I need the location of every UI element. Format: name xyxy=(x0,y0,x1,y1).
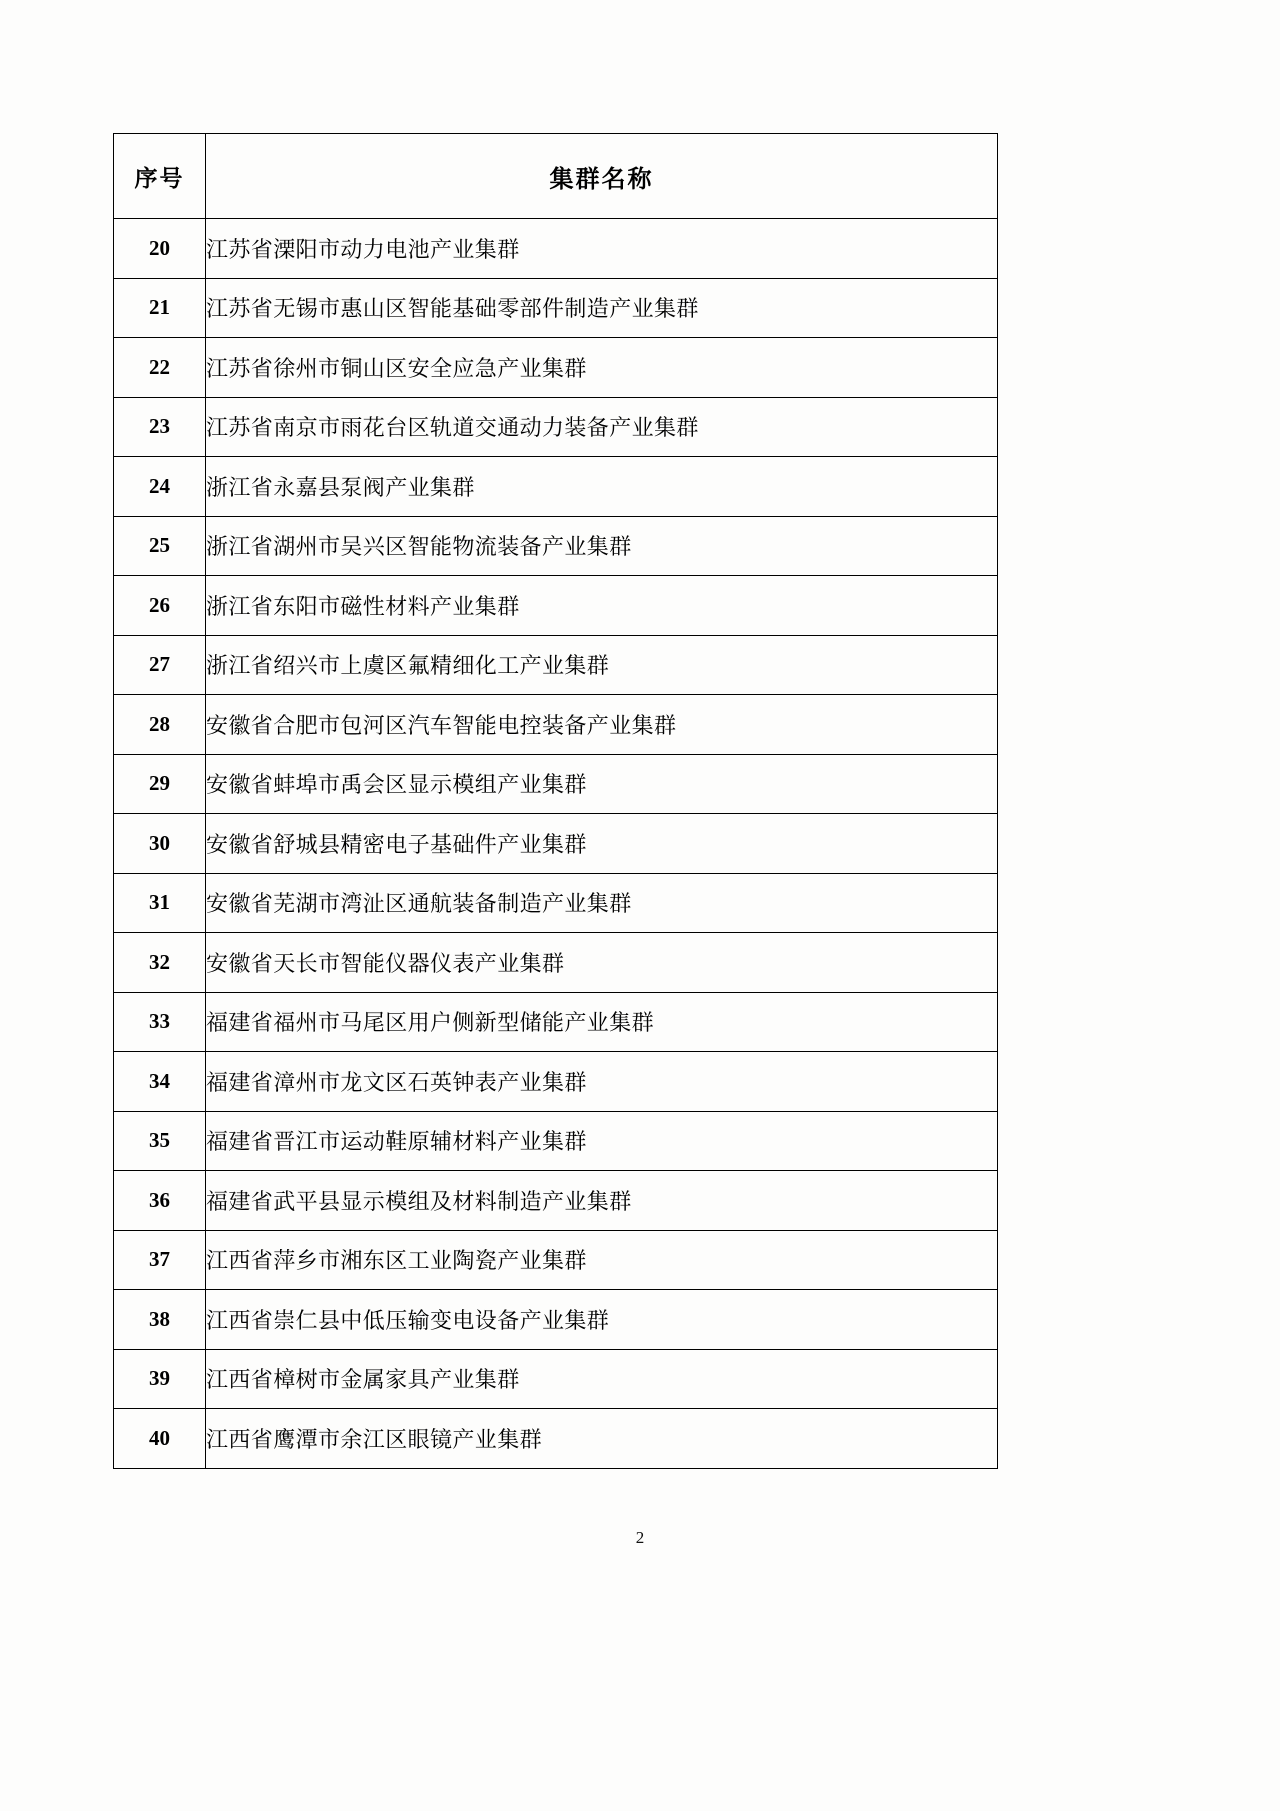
row-cluster-name: 福建省武平县显示模组及材料制造产业集群 xyxy=(206,1171,998,1231)
table-row xyxy=(114,1349,998,1409)
table-row xyxy=(114,219,998,279)
table-row xyxy=(114,1230,998,1290)
row-cluster-name: 江苏省南京市雨花台区轨道交通动力装备产业集群 xyxy=(206,397,998,457)
row-cluster-name: 福建省晋江市运动鞋原辅材料产业集群 xyxy=(206,1111,998,1171)
row-index: 40 xyxy=(114,1409,206,1469)
row-index: 26 xyxy=(114,576,206,636)
row-index: 34 xyxy=(114,1052,206,1112)
row-index: 29 xyxy=(114,754,206,814)
row-index: 33 xyxy=(114,992,206,1052)
row-index: 24 xyxy=(114,457,206,517)
row-index: 32 xyxy=(114,933,206,993)
row-cluster-name: 安徽省芜湖市湾沚区通航装备制造产业集群 xyxy=(206,873,998,933)
row-cluster-name: 江西省崇仁县中低压输变电设备产业集群 xyxy=(206,1290,998,1350)
table-row xyxy=(114,695,998,755)
table-row xyxy=(114,754,998,814)
row-cluster-name: 安徽省天长市智能仪器仪表产业集群 xyxy=(206,933,998,993)
row-index: 37 xyxy=(114,1230,206,1290)
table-row xyxy=(114,457,998,517)
table-row xyxy=(114,873,998,933)
row-cluster-name: 江苏省徐州市铜山区安全应急产业集群 xyxy=(206,338,998,398)
row-cluster-name: 安徽省蚌埠市禹会区显示模组产业集群 xyxy=(206,754,998,814)
row-index: 25 xyxy=(114,516,206,576)
row-cluster-name: 江西省萍乡市湘东区工业陶瓷产业集群 xyxy=(206,1230,998,1290)
row-index: 27 xyxy=(114,635,206,695)
row-cluster-name: 浙江省永嘉县泵阀产业集群 xyxy=(206,457,998,517)
row-cluster-name: 安徽省舒城县精密电子基础件产业集群 xyxy=(206,814,998,874)
row-index: 38 xyxy=(114,1290,206,1350)
table-row xyxy=(114,992,998,1052)
page-number: 2 xyxy=(635,1528,645,1547)
table-row xyxy=(114,1171,998,1231)
row-cluster-name: 福建省漳州市龙文区石英钟表产业集群 xyxy=(206,1052,998,1112)
table-row xyxy=(114,516,998,576)
row-index: 39 xyxy=(114,1349,206,1409)
row-index: 30 xyxy=(114,814,206,874)
table-body xyxy=(114,219,998,1469)
table-row xyxy=(114,576,998,636)
table-row xyxy=(114,1052,998,1112)
row-index: 28 xyxy=(114,695,206,755)
row-cluster-name: 江西省樟树市金属家具产业集群 xyxy=(206,1349,998,1409)
row-cluster-name: 浙江省东阳市磁性材料产业集群 xyxy=(206,576,998,636)
row-cluster-name: 江西省鹰潭市余江区眼镜产业集群 xyxy=(206,1409,998,1469)
cluster-table xyxy=(113,133,998,1469)
table-row xyxy=(114,635,998,695)
table-row xyxy=(114,1409,998,1469)
row-cluster-name: 江苏省溧阳市动力电池产业集群 xyxy=(206,219,998,279)
row-index: 20 xyxy=(114,219,206,279)
table-row xyxy=(114,397,998,457)
row-cluster-name: 江苏省无锡市惠山区智能基础零部件制造产业集群 xyxy=(206,278,998,338)
row-index: 23 xyxy=(114,397,206,457)
row-cluster-name: 安徽省合肥市包河区汽车智能电控装备产业集群 xyxy=(206,695,998,755)
table-row xyxy=(114,1290,998,1350)
table-header-row xyxy=(114,134,998,219)
column-header-index: 序号 xyxy=(114,134,206,219)
row-index: 22 xyxy=(114,338,206,398)
table-row xyxy=(114,1111,998,1171)
row-cluster-name: 浙江省绍兴市上虞区氟精细化工产业集群 xyxy=(206,635,998,695)
table-row xyxy=(114,338,998,398)
row-index: 36 xyxy=(114,1171,206,1231)
row-index: 31 xyxy=(114,873,206,933)
table-row xyxy=(114,933,998,993)
row-cluster-name: 浙江省湖州市吴兴区智能物流装备产业集群 xyxy=(206,516,998,576)
column-header-cluster-name: 集群名称 xyxy=(206,134,998,219)
cluster-table-container xyxy=(113,133,997,1469)
table-row xyxy=(114,814,998,874)
row-index: 35 xyxy=(114,1111,206,1171)
table-row xyxy=(114,278,998,338)
row-index: 21 xyxy=(114,278,206,338)
row-cluster-name: 福建省福州市马尾区用户侧新型储能产业集群 xyxy=(206,992,998,1052)
